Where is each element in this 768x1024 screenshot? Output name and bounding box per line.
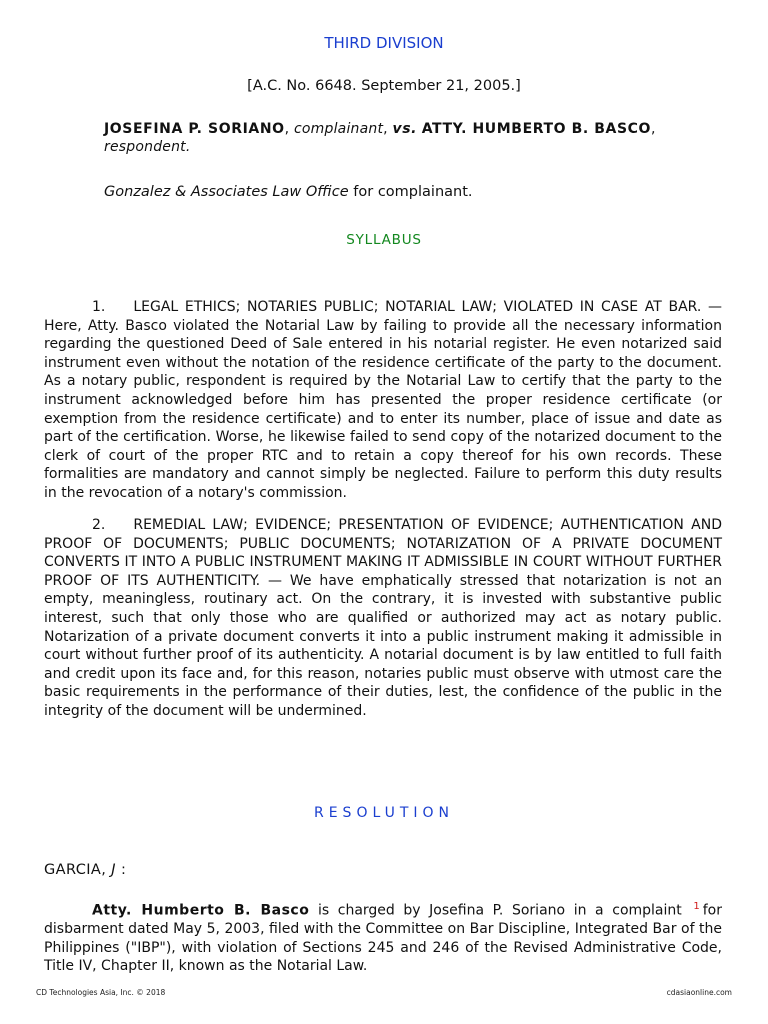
syllabus-item-1: 1. LEGAL ETHICS; NOTARIES PUBLIC; NOTARIAL LAW; VIOLATED IN CASE AT BAR. — Here, Atty. Basco violated the Notarial Law by failing to provide all the necessary information regarding the questioned Deed of Sale entered in his notarial register. He even notarized said instrument even without the notation of the residence certificate of the party to the document. As a notary public, respondent is required by the Notarial Law to certify that the party to the instrument acknowledged before him has presented the proper residence certificate (or exemption from the residence certificate) and to enter its number, place of issue and date as part of the certification. Worse, he likewise failed to send copy of the notarized document to the clerk of court of the proper RTC and to retain a copy thereof for his own records. These formalities are mandatory and cannot simply be neglected. Failure to perform this duty results in the revocation of a notary's commission. bbox=[44, 299, 722, 501]
body-text-before: is charged by Josefina P. Soriano in a complaint bbox=[317, 902, 682, 919]
footer-copyright: CD Technologies Asia, Inc. © 2018 bbox=[36, 988, 166, 997]
ponente-title: J bbox=[111, 862, 116, 878]
ponente-name: GARCIA, bbox=[44, 862, 107, 878]
syllabus-heading: SYLLABUS bbox=[346, 232, 422, 248]
division-heading: THIRD DIVISION bbox=[324, 34, 444, 52]
lead-name: Atty. Humberto B. Basco bbox=[92, 902, 310, 919]
versus-label: vs. bbox=[392, 121, 418, 137]
footer-site: cdasiaonline.com bbox=[666, 988, 732, 997]
counsel-line bbox=[104, 184, 473, 200]
case-parties: JOSEFINA P. SORIANO, complainant, vs. ATTY. HUMBERTO B. BASCO, respondent. bbox=[104, 121, 656, 155]
respondent-name: ATTY. HUMBERTO B. BASCO bbox=[421, 121, 652, 137]
complainant-role: complainant bbox=[293, 121, 384, 137]
ponente-suffix: : bbox=[120, 862, 127, 878]
case-citation: [A.C. No. 6648. September 21, 2005.] bbox=[247, 78, 521, 94]
resolution-paragraph-1 bbox=[44, 898, 722, 976]
resolution-heading: RESOLUTION bbox=[313, 805, 454, 821]
complainant-name: JOSEFINA P. SORIANO bbox=[104, 121, 285, 137]
footnote-link-1[interactable]: 1 bbox=[693, 901, 700, 912]
counsel-text: for complainant. bbox=[353, 184, 473, 200]
syllabus-item-2: 2. REMEDIAL LAW; EVIDENCE; PRESENTATION OF EVIDENCE; AUTHENTICATION AND PROOF OF DOCUMENTS; PUBLIC DOCUMENTS; NOTARIZATION OF A PRIVATE DOCUMENT CONVERTS IT INTO A PUBLIC INSTRUMENT MAKING IT ADMISSIBLE IN COURT WITHOUT FURTHER PROOF OF ITS AUTHENTICITY. — We have emphatically stressed that notarization is not an empty, meaningless, routinary act. On the contrary, it is invested with substantive public interest, such that only those who are qualified or authorized may act as notary public. Notarization of a private document converts it into a public instrument making it admissible in court without further proof of its authenticity. A notarial document is by law entitled to full faith and credit upon its face and, for this reason, notaries public must observe with utmost care the basic requirements in the performance of their duties, lest, the confidence of the public in the integrity of the document will be undermined. bbox=[44, 517, 722, 719]
ponente-line bbox=[44, 862, 126, 878]
respondent-role: respondent. bbox=[104, 139, 191, 155]
body-text-after: for disbarment dated May 5, 2003, filed with the Committee on Bar Discipline, Integrated Bar of the Philippines ("IBP"), with violation of Sections 245 and 246 of the Revised Administrative Code, Title IV, Chapter II, known as the Notarial Law. bbox=[44, 902, 722, 975]
counsel-firm: Gonzalez & Associates Law Office bbox=[104, 184, 349, 200]
